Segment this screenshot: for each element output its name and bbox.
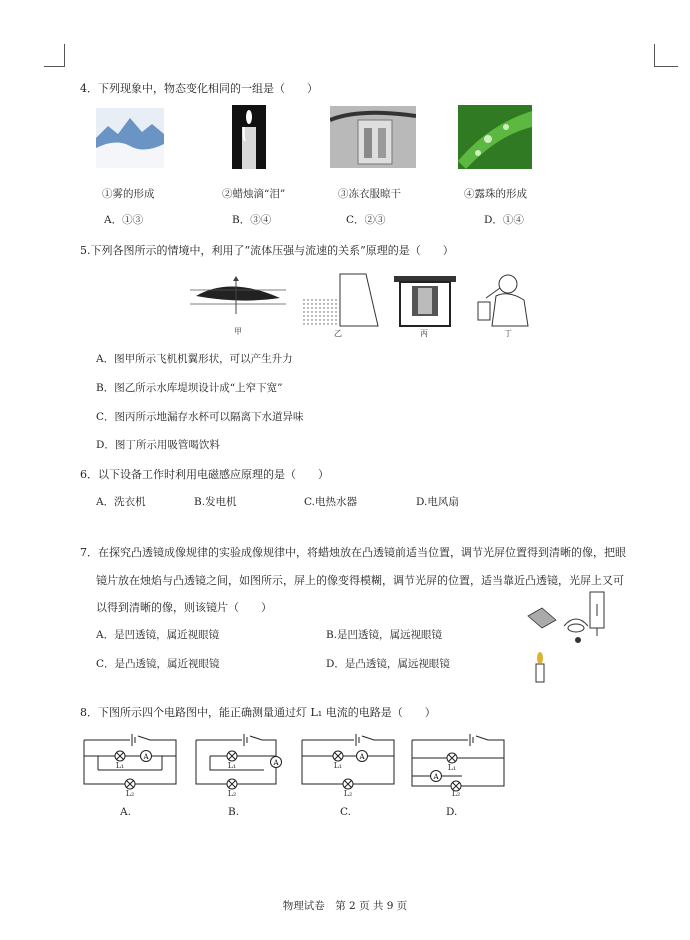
circuit-b-l1: L₁	[227, 761, 237, 770]
circuit-c-l2: L₂	[343, 789, 353, 798]
q6-option-a: A．洗衣机	[96, 496, 146, 508]
q8-stem: 8．下图所示四个电路图中，能正确测量通过灯 L₁ 电流的电路是（ ）	[80, 706, 436, 719]
q6-option-c: C.电热水器	[304, 496, 357, 508]
q6-option-d: D.电风扇	[416, 496, 459, 508]
q6-option-b: B.发电机	[194, 496, 237, 508]
q7-option-a: A．是凹透镜，属近视眼镜	[96, 629, 220, 641]
crop-mark-left-vertical	[64, 44, 65, 66]
q7-stem-line-3: 以得到清晰的像，则该镜片（ ）	[96, 601, 272, 614]
caption-fog: ①雾的形成	[102, 188, 155, 200]
circuit-b	[196, 734, 282, 798]
circuit-c-l1: L₁	[333, 761, 343, 770]
circuit-a-l2: L₂	[125, 789, 135, 798]
wing-figure	[190, 276, 286, 336]
lens-experiment-figure	[522, 586, 618, 686]
circuit-d-meter: A	[433, 773, 439, 781]
straw-figure	[478, 275, 528, 338]
caption-candle: ②蜡烛滴“泪”	[222, 188, 286, 200]
q4-option-d: D．①④	[484, 214, 524, 226]
caption-clothes: ③冻衣服晾干	[338, 188, 401, 200]
circuit-label-c: C.	[340, 806, 351, 818]
circuit-a-meter: A	[143, 753, 149, 761]
q5-option-d: D．图丁所示用吸管喝饮料	[96, 439, 220, 451]
q5-figures	[190, 270, 535, 340]
q7-option-d: D．是凸透镜，属远视眼镜	[326, 658, 450, 670]
frozen-clothes-image	[330, 106, 416, 168]
crop-mark-right-horizontal	[654, 66, 678, 67]
q5-option-c: C．图丙所示地漏存水杯可以隔离下水道异味	[96, 411, 304, 423]
q4-option-a: A．①③	[104, 214, 144, 226]
figure-label-yi: 乙	[334, 329, 342, 338]
circuit-a-l1: L₁	[115, 761, 125, 770]
fog-image	[96, 108, 164, 168]
q6-stem: 6．以下设备工作时利用电磁感应原理的是（ ）	[80, 468, 329, 481]
q5-option-b: B．图乙所示水库堤坝设计成“上窄下宽”	[96, 382, 283, 394]
q7-stem-line-1: 7．在探究凸透镜成像规律的实验成像规律中，将蜡烛放在凸透镜前适当位置，调节光屏位置得到清晰的像，把眼	[80, 546, 626, 559]
caption-dew: ④露珠的形成	[464, 188, 527, 200]
circuit-c-meter: A	[359, 753, 365, 761]
q8-circuits	[76, 730, 536, 798]
circuit-label-d: D.	[446, 806, 458, 818]
circuit-b-l2: L₂	[227, 789, 237, 798]
candle-image	[232, 105, 266, 169]
q7-option-c: C．是凸透镜，属近视眼镜	[96, 658, 220, 670]
q7-option-b: B.是凹透镜，属远视眼镜	[326, 629, 443, 641]
circuit-d-l2: L₂	[451, 789, 461, 798]
circuit-a	[84, 734, 176, 798]
figure-label-ding: 丁	[504, 329, 512, 338]
q4-option-c: C．②③	[346, 214, 386, 226]
dam-figure	[302, 274, 378, 338]
q4-stem: 4．下列现象中，物态变化相同的一组是（ ）	[80, 82, 318, 95]
dew-image	[458, 105, 532, 169]
figure-label-jia: 甲	[234, 327, 242, 336]
drain-figure	[394, 276, 456, 338]
crop-mark-left-horizontal	[44, 66, 65, 67]
circuit-d-l1: L₁	[447, 763, 457, 772]
q4-option-b: B．③④	[232, 214, 272, 226]
q7-stem-line-2: 镜片放在烛焰与凸透镜之间，如图所示，屏上的像变得模糊，调节光屏的位置，适当靠近凸透镜，光屏上又可	[96, 574, 624, 587]
crop-mark-right-vertical	[654, 44, 655, 66]
figure-label-bing: 丙	[420, 329, 428, 338]
q5-stem: 5.下列各图所示的情境中，利用了“流体压强与流速的关系”原理的是（ ）	[80, 244, 454, 257]
page-footer: 物理试卷 第 2 页 共 9 页	[282, 900, 408, 912]
circuit-d	[412, 734, 504, 798]
circuit-b-meter: A	[273, 759, 279, 767]
circuit-c	[302, 734, 394, 798]
circuit-label-a: A.	[120, 806, 131, 818]
q5-option-a: A．图甲所示飞机机翼形状，可以产生升力	[96, 353, 293, 365]
circuit-label-b: B.	[228, 806, 240, 818]
